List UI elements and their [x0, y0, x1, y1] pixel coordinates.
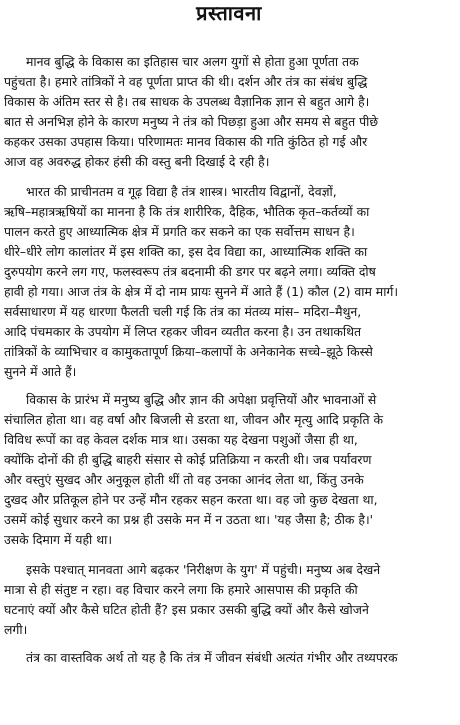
text-line: संचालित होता था। वह वर्षा और बिजली से डरता था, जीवन और मृत्यु आदि प्रकृति के	[4, 412, 383, 427]
paragraph-2	[4, 182, 454, 382]
text-line: सर्वसाधारण में यह धारणा फैलती चली गई कि तंत्र का मंतव्य मांस– मदिरा–मैथुन,	[4, 304, 362, 319]
text-line: पालन करते हुए आध्यात्मिक क्षेत्र में प्रगति कर सकने का एक सर्वोत्तम साधन है।	[4, 224, 355, 239]
text-line: तंत्र का वास्तविक अर्थ तो यह है कि तंत्र में जीवन संबंधी अत्यंत गंभीर और तथ्यपरक	[26, 650, 398, 665]
text-line: विविध रूपों का वह केवल दर्शक मात्र था। उसका यह देखना पशुओं जैसा ही था,	[4, 432, 358, 447]
text-line: और वस्तुएं सुखद और अनुकूल होती थीं तो वह उनका आनंद लेता था, किंतु उनके	[4, 472, 364, 487]
text-line: विकास के अंतिम स्तर से है। तब साधक के उपलब्ध वैज्ञानिक ज्ञान से बहुत आगे है।	[4, 94, 370, 109]
text-line: बात से अनभिज्ञ होने के कारण मनुष्य ने तंत्र को पिछड़ा हुआ और समय से बहुत पीछे	[4, 114, 379, 129]
text-line: मात्रा से ही संतुष्ट न रहा। वह विचार करने लगा कि हमारे आसपास की प्रकृति की	[4, 582, 358, 597]
text-line: सुनने में आते हैं।	[4, 364, 77, 379]
text-line: तांत्रिकों के व्याभिचार व कामुकतापूर्ण क्रिया–कलापों के अनेकानेक सच्चे–झूठे किस्से	[4, 344, 373, 359]
text-line: हावी हो गया। आज तंत्र के क्षेत्र में दो नाम प्रायः सुनने में आते हैं (1) कौल (2) वाम मार्ग।	[4, 284, 399, 299]
text-line: दुरुपयोग करने लग गए, फलस्वरूप तंत्र बदनामी की डगर पर बढ़ने लगा। व्यक्ति दोष	[4, 264, 376, 279]
text-line: पहुंचता है। हमारे तांत्रिकों ने वह पूर्णता प्राप्त की थी। दर्शन और तंत्र का संबंध बुद्धि	[4, 74, 368, 89]
text-line: लगी।	[4, 622, 28, 637]
text-line: आदि पंचमकार के उपयोग में लिप्त रहकर जीवन व्यतीत करना है। उन तथाकथित	[4, 324, 362, 339]
text-line: धीरे–धीरे लोग कालांतर में इस शक्ति का, इस देव विद्या का, आध्यात्मिक शक्ति का	[4, 244, 368, 259]
text-line: ऋषि–महात्रऋषियों का मानना है कि तंत्र शारीरिक, दैहिक, भौतिक कृत–कर्तव्यों का	[4, 204, 370, 219]
text-line: दुखद और प्रतिकूल होने पर उन्हें मौन रहकर सहन करता था। वह जो कुछ देखता था,	[4, 492, 378, 507]
paragraph-1	[4, 52, 454, 172]
text-line: क्योंकि दोनों की ही बुद्धि बाहरी संसार से कोई प्रतिक्रिया न करती थी। जब पर्यावरण	[4, 452, 372, 467]
text-line: विकास के प्रारंभ में मनुष्य बुद्धि और ज्ञान की अपेक्षा प्रवृत्तियों और भावनाओं से	[26, 392, 377, 407]
text-line: इसके पश्चात् मानवता आगे बढ़कर 'निरीक्षण के युग' में पहुंची। मनुष्य अब देखने	[26, 562, 381, 577]
text-line: घटनाएं क्यों और कैसे घटित होती हैं? इस प्रकार उसकी बुद्धि क्यों और कैसे खोजने	[4, 602, 369, 617]
text-line: भारत की प्राचीनतम व गूढ़ विद्या है तंत्र शास्त्र। भारतीय विद्वानों, देवज्ञों,	[26, 184, 337, 199]
text-line: कहकर उसका उपहास किया। परिणामतः मानव विकास की गति कुंठित हो गई और	[4, 134, 368, 149]
paragraph-3	[4, 390, 454, 550]
page-title: प्रस्तावना	[196, 1, 262, 25]
paragraph-5	[4, 648, 454, 668]
text-line: आज वह अवरुद्ध होकर हंसी की वस्तु बनी दिखाई दे रही है।	[4, 154, 270, 169]
paragraph-4	[4, 560, 454, 640]
text-line: उसके दिमाग में यही था।	[4, 532, 113, 547]
text-line: उसमें कोई सुधार करने का प्रश्न ही उसके मन में न उठता था। 'यह जैसा है; ठीक है।'	[4, 512, 374, 527]
text-line: मानव बुद्धि के विकास का इतिहास चार अलग युगों से होता हुआ पूर्णता तक	[26, 54, 359, 69]
